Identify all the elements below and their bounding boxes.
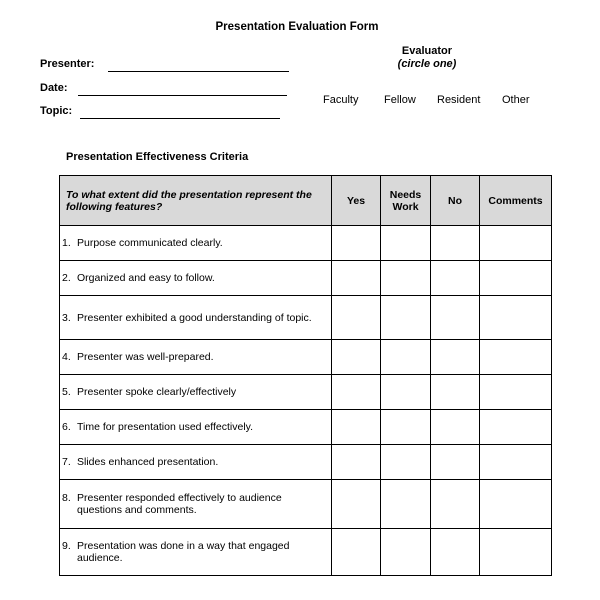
needs-work-cell[interactable]: [381, 296, 431, 340]
comments-cell[interactable]: [480, 375, 552, 410]
no-cell[interactable]: [431, 375, 480, 410]
criteria-header-row: [60, 176, 552, 226]
table-row: [60, 296, 552, 340]
header-question: To what extent did the presentation represent the following features?: [60, 176, 332, 226]
evaluator-block: [380, 45, 474, 70]
criterion-text: Presentation was done in a way that engaged audience.: [77, 540, 290, 564]
no-cell[interactable]: [431, 445, 480, 480]
topic-field[interactable]: [80, 118, 280, 119]
comments-cell[interactable]: [480, 529, 552, 576]
criterion-cell: [60, 410, 332, 445]
criterion-cell: [60, 340, 332, 375]
criterion-number: 3.: [62, 311, 71, 324]
criterion-number: 4.: [62, 351, 71, 363]
table-row: [60, 261, 552, 296]
yes-cell[interactable]: [332, 340, 381, 375]
form-title: Presentation Evaluation Form: [215, 21, 379, 33]
criterion-number: 7.: [62, 456, 71, 468]
criterion-text: Slides enhanced presentation.: [77, 456, 219, 468]
criterion-text: Presenter responded effectively to audience questions and comments.: [77, 492, 282, 516]
no-cell[interactable]: [431, 261, 480, 296]
no-cell[interactable]: [431, 340, 480, 375]
comments-cell[interactable]: [480, 261, 552, 296]
column-header-comments: Comments: [480, 176, 552, 226]
comments-cell[interactable]: [480, 296, 552, 340]
date-label: Date:: [40, 82, 68, 94]
needs-work-cell[interactable]: [381, 375, 431, 410]
no-cell[interactable]: [431, 480, 480, 529]
criterion-cell: [60, 529, 332, 576]
criterion-cell: [60, 296, 332, 340]
presenter-label: Presenter:: [40, 58, 95, 70]
date-field[interactable]: [78, 95, 287, 96]
needs-work-cell[interactable]: [381, 529, 431, 576]
comments-cell[interactable]: [480, 445, 552, 480]
needs-work-cell[interactable]: [381, 445, 431, 480]
column-header-needs-work: Needs Work: [381, 176, 431, 226]
criterion-text: Presenter was well-prepared.: [77, 351, 214, 363]
yes-cell[interactable]: [332, 261, 381, 296]
criterion-number: 2.: [62, 272, 71, 284]
needs-work-cell[interactable]: [381, 480, 431, 529]
needs-work-cell[interactable]: [381, 226, 431, 261]
column-header-yes: Yes: [332, 176, 381, 226]
role-option-other[interactable]: Other: [502, 94, 530, 106]
comments-cell[interactable]: [480, 410, 552, 445]
yes-cell[interactable]: [332, 445, 381, 480]
role-option-fellow[interactable]: Fellow: [384, 94, 416, 106]
criterion-cell: [60, 445, 332, 480]
table-row: [60, 410, 552, 445]
needs-work-cell[interactable]: [381, 340, 431, 375]
criterion-number: 1.: [62, 237, 71, 249]
criterion-cell: [60, 480, 332, 529]
criterion-number: 8.: [62, 492, 71, 504]
criterion-cell: [60, 226, 332, 261]
criteria-table: [59, 175, 552, 576]
presenter-field[interactable]: [108, 71, 289, 72]
criterion-number: 6.: [62, 421, 71, 433]
comments-cell[interactable]: [480, 226, 552, 261]
evaluator-instruction: (circle one): [397, 58, 457, 70]
criterion-text: Purpose communicated clearly.: [77, 237, 223, 249]
table-row: [60, 375, 552, 410]
role-option-resident[interactable]: Resident: [437, 94, 481, 106]
criterion-number: 9.: [62, 540, 71, 552]
column-header-no: No: [431, 176, 480, 226]
yes-cell[interactable]: [332, 226, 381, 261]
needs-work-cell[interactable]: [381, 261, 431, 296]
table-row: [60, 480, 552, 529]
criterion-text: Time for presentation used effectively.: [77, 421, 254, 433]
criterion-cell: [60, 261, 332, 296]
yes-cell[interactable]: [332, 375, 381, 410]
no-cell[interactable]: [431, 296, 480, 340]
criterion-text: Presenter spoke clearly/effectively: [77, 386, 237, 398]
topic-label: Topic:: [40, 105, 73, 117]
criteria-section-title: Presentation Effectiveness Criteria: [66, 151, 249, 163]
yes-cell[interactable]: [332, 480, 381, 529]
evaluator-title: Evaluator: [401, 45, 453, 57]
table-row: [60, 529, 552, 576]
no-cell[interactable]: [431, 226, 480, 261]
comments-cell[interactable]: [480, 480, 552, 529]
yes-cell[interactable]: [332, 296, 381, 340]
role-option-faculty[interactable]: Faculty: [323, 94, 359, 106]
table-row: [60, 445, 552, 480]
criterion-text: Presenter exhibited a good understanding of topic.: [77, 311, 312, 324]
criterion-text: Organized and easy to follow.: [77, 272, 215, 284]
criterion-cell: [60, 375, 332, 410]
table-row: [60, 226, 552, 261]
yes-cell[interactable]: [332, 529, 381, 576]
no-cell[interactable]: [431, 529, 480, 576]
criterion-number: 5.: [62, 386, 71, 398]
no-cell[interactable]: [431, 410, 480, 445]
table-row: [60, 340, 552, 375]
yes-cell[interactable]: [332, 410, 381, 445]
comments-cell[interactable]: [480, 340, 552, 375]
needs-work-cell[interactable]: [381, 410, 431, 445]
